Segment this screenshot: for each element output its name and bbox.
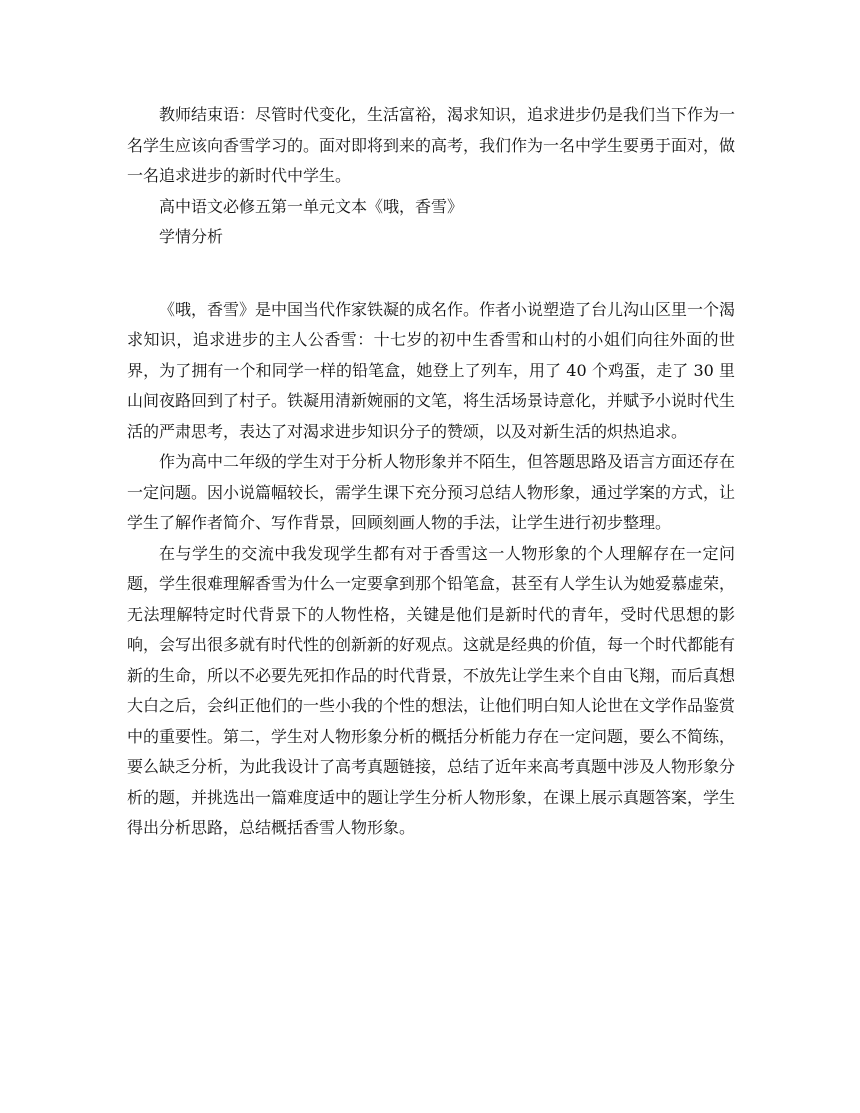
course-title: 高中语文必修五第一单元文本《哦，香雪》 <box>159 196 464 216</box>
body-paragraph-analysis: 在与学生的交流中我发现学生都有对于香雪这一人物形象的个人理解存在一定问题，学生很难理解香雪为什么一定要拿到那个铅笔盒，甚至有人学生认为她爱慕虚荣，无法理解特定时代背景下的人物性格，关键是他们是新时代的青年，受时代思想的影响，会写出很多就有时代性的创新新的好观点。这就是经典的价值，每一个时代都能有新的生命，所以不必要先死扣作品的时代背景，不放先让学生来个自由飞翔，而后真想大白之后，会纠正他们的一些小我的个性的想法，让他们明白知人论世在文学作品鉴赏中的重要性。第二，学生对人物形象分析的概括分析能力存在一定问题，要么不简练，要么缺乏分析，为此我设计了高考真题链接，总结了近年来高考真题中涉及人物形象分析的题，并挑选出一篇难度适中的题让学生分析人物形象，在课上展示真题答案，学生得出分析思路，总结概括香雪人物形象。 <box>127 543 736 837</box>
teacher-closing-paragraph: 教师结束语：尽管时代变化，生活富裕，渴求知识，追求进步仍是我们当下作为一名学生应该向香雪学习的。面对即将到来的高考，我们作为一名中学生要勇于面对，做一名追求进步的新时代中学生。 <box>127 105 736 185</box>
document-body <box>127 100 735 844</box>
body-paragraph-intro: 《哦，香雪》是中国当代作家铁凝的成名作。作者小说塑造了台儿沟山区里一个渴求知识，追求进步的主人公香雪：十七岁的初中生香雪和山村的小姐们向往外面的世界，为了拥有一个和同学一样的铅笔盒，她登上了列车，用了 40 个鸡蛋，走了 30 里山间夜路回到了村子。铁凝用清新婉丽的文笔，将生活场景诗意化，并赋予小说时代生活的严肃思考，表达了对渴求进步知识分子的赞颂，以及对新生活的炽热追求。 <box>127 299 736 441</box>
body-paragraph-students: 作为高中二年级的学生对于分析人物形象并不陌生，但答题思路及语言方面还存在一定问题。因小说篇幅较长，需学生课下充分预习总结人物形象，通过学案的方式，让学生了解作者简介、写作背景，回顾刻画人物的手法，让学生进行初步整理。 <box>127 452 736 532</box>
section-heading: 学情分析 <box>159 227 224 246</box>
blank-line <box>127 253 735 295</box>
